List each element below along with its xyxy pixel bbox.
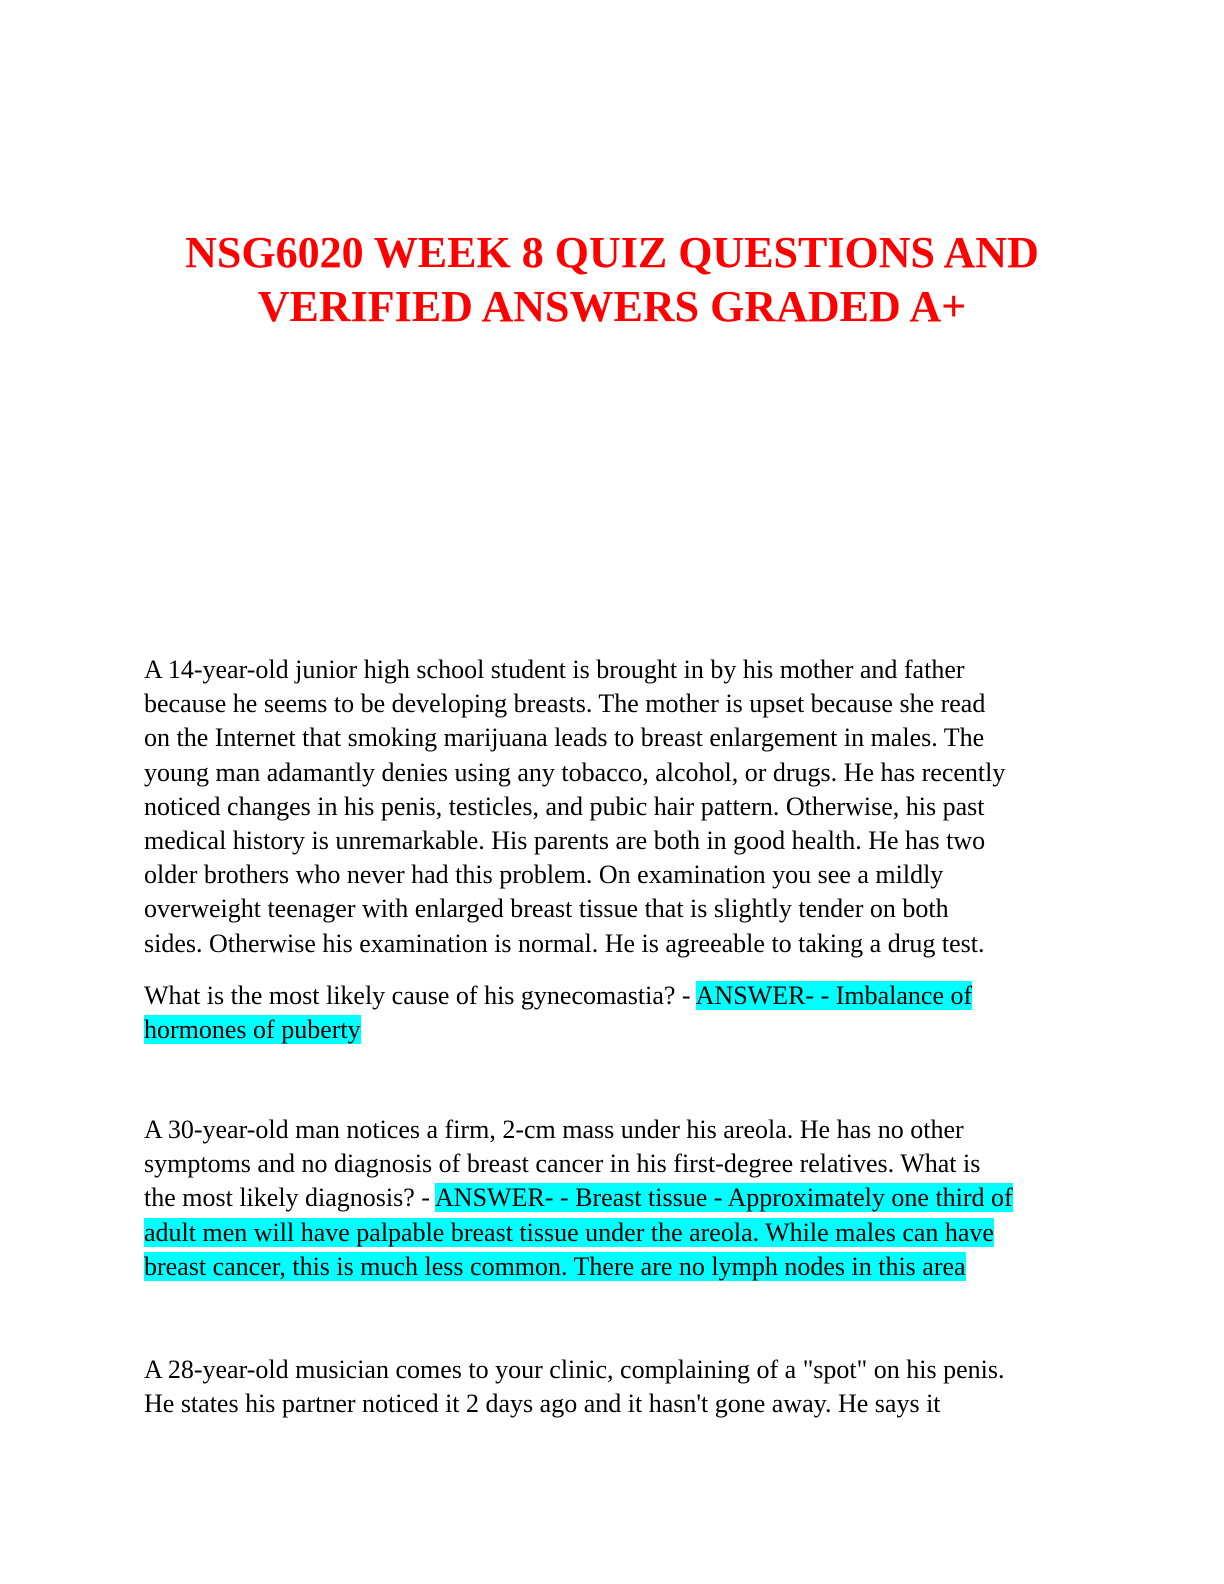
text-line: A 28-year-old musician comes to your clinic, complaining of a "spot" on his penis.	[144, 1355, 1005, 1384]
text-line	[144, 1181, 1084, 1215]
question-3	[144, 1353, 1084, 1421]
question-prompt: What is the most likely cause of his gynecomastia? -	[144, 981, 696, 1010]
text-line: A 14-year-old junior high school student is brought in by his mother and father	[144, 655, 965, 684]
answer-highlight: breast cancer, this is much less common. There are no lymph nodes in this area	[144, 1251, 966, 1281]
text-line	[144, 1216, 1084, 1250]
answer-highlight: hormones of puberty	[144, 1015, 361, 1045]
text-line: A 30-year-old man notices a firm, 2-cm mass under his areola. He has no other	[144, 1115, 964, 1144]
text-line: He states his partner noticed it 2 days ago and it hasn't gone away. He says it	[144, 1389, 941, 1419]
text-line: because he seems to be developing breasts. The mother is upset because she read	[144, 689, 986, 719]
question-prompt: the most likely diagnosis? -	[144, 1183, 436, 1213]
text-line: noticed changes in his penis, testicles, and pubic hair pattern. Otherwise, his past	[144, 791, 985, 821]
text-line	[144, 1250, 1084, 1284]
question-1-scenario	[144, 653, 1084, 961]
document-title	[100, 226, 1124, 334]
answer-highlight: ANSWER- - Breast tissue - Approximately one third of	[435, 1183, 1013, 1213]
text-line: symptoms and no diagnosis of breast cancer in his first-degree relatives. What is	[144, 1149, 981, 1179]
text-line: on the Internet that smoking marijuana leads to breast enlargement in males. The	[144, 723, 985, 753]
text-line: young man adamantly denies using any tobacco, alcohol, or drugs. He has recently	[144, 757, 1006, 787]
text-line: sides. Otherwise his examination is normal. He is agreeable to taking a drug test.	[144, 928, 985, 958]
text-line	[144, 1013, 1084, 1047]
question-1-prompt	[144, 979, 1084, 1047]
text-line: overweight teenager with enlarged breast tissue that is slightly tender on both	[144, 894, 949, 924]
text-line: medical history is unremarkable. His parents are both in good health. He has two	[144, 826, 986, 856]
question-2	[144, 1113, 1084, 1284]
title-line: VERIFIED ANSWERS GRADED A+	[257, 282, 967, 331]
answer-highlight: ANSWER- - Imbalance of	[695, 981, 973, 1010]
text-line	[144, 979, 1084, 1013]
title-line: NSG6020 WEEK 8 QUIZ QUESTIONS AND	[185, 228, 1039, 277]
text-line: older brothers who never had this problem. On examination you see a mildly	[144, 860, 944, 890]
answer-highlight: adult men will have palpable breast tissue under the areola. While males can have	[144, 1217, 994, 1247]
